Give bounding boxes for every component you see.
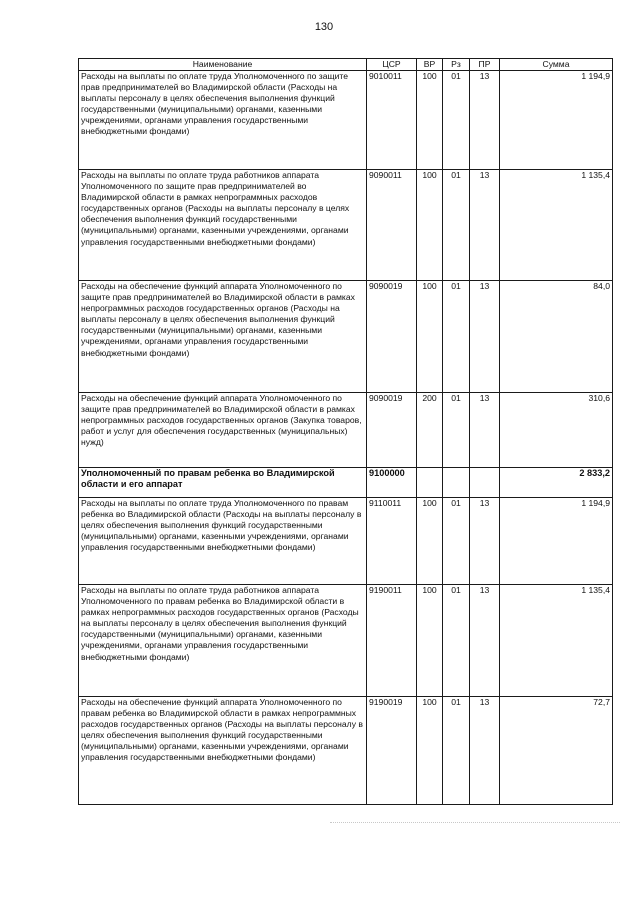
row-sum: 310,6 xyxy=(500,393,613,468)
table-row xyxy=(79,393,613,468)
row-pr: 13 xyxy=(470,585,500,697)
row-pr: 13 xyxy=(470,170,500,281)
row-rz: 01 xyxy=(443,281,470,393)
row-vr: 200 xyxy=(417,393,443,468)
row-vr xyxy=(417,468,443,498)
row-csr: 9010011 xyxy=(367,71,417,170)
header-name: Наименование xyxy=(79,59,367,71)
row-vr: 100 xyxy=(417,281,443,393)
table-header-row xyxy=(79,59,613,71)
row-pr: 13 xyxy=(470,393,500,468)
row-rz xyxy=(443,468,470,498)
row-name: Уполномоченный по правам ребенка во Владимирской области и его аппарат xyxy=(79,468,367,498)
table-row xyxy=(79,498,613,585)
row-name: Расходы на выплаты по оплате труда работников аппарата Уполномоченного по защите прав предпринимателей во Владимирской области в рамках непрограммных расходов государственных органов (Расходы на выплаты персоналу в целях обеспечения выполнения функций государственными (муниципальными) органами, казенными учреждениями, органами управления государственными внебюджетными фондами) xyxy=(79,170,367,281)
table-row xyxy=(79,71,613,170)
row-csr: 9090019 xyxy=(367,393,417,468)
page-number: 130 xyxy=(314,21,334,33)
row-name: Расходы на выплаты по оплате труда работников аппарата Уполномоченного по правам ребенка во Владимирской области в рамках непрограммных расходов государственных органов (Расходы на выплаты персоналу в целях обеспечения выполнения функций государственными (муниципальными) органами, казенными учреждениями, органами управления государственными внебюджетными фондами) xyxy=(79,585,367,697)
table-row xyxy=(79,585,613,697)
row-name: Расходы на выплаты по оплате труда Уполномоченного по правам ребенка во Владимирской области (Расходы на выплаты персоналу в целях обеспечения выполнения функций государственными (муниципальными) органами, казенными учреждениями, органами управления государственными внебюджетными фондами) xyxy=(79,498,367,585)
table-row xyxy=(79,170,613,281)
row-pr xyxy=(470,468,500,498)
row-sum: 1 135,4 xyxy=(500,585,613,697)
budget-table xyxy=(78,58,613,805)
row-vr: 100 xyxy=(417,170,443,281)
row-name: Расходы на выплаты по оплате труда Уполномоченного по защите прав предпринимателей во Владимирской области (Расходы на выплаты персоналу в целях обеспечения выполнения функций государственными (муниципальными) органами, казенными учреждениями, органами управления государственными внебюджетными фондами) xyxy=(79,71,367,170)
row-name: Расходы на обеспечение функций аппарата Уполномоченного по правам ребенка во Владимирской области в рамках непрограммных расходов государственных органов (Расходы на выплаты персоналу в целях обеспечения выполнения функций государственными (муниципальными) органами, казенными учреждениями, органами управления государственными внебюджетными фондами) xyxy=(79,697,367,805)
row-pr: 13 xyxy=(470,71,500,170)
row-rz: 01 xyxy=(443,393,470,468)
header-sum: Сумма xyxy=(500,59,613,71)
header-vr: ВР xyxy=(417,59,443,71)
row-sum: 1 194,9 xyxy=(500,71,613,170)
row-pr: 13 xyxy=(470,498,500,585)
row-csr: 9190011 xyxy=(367,585,417,697)
row-sum: 2 833,2 xyxy=(500,468,613,498)
row-pr: 13 xyxy=(470,281,500,393)
row-rz: 01 xyxy=(443,498,470,585)
row-name: Расходы на обеспечение функций аппарата Уполномоченного по защите прав предпринимателей во Владимирской области в рамках непрограммных расходов государственных органов (Закупка товаров, работ и услуг для обеспечения государственных (муниципальных) нужд) xyxy=(79,393,367,468)
row-csr: 9090011 xyxy=(367,170,417,281)
header-csr: ЦСР xyxy=(367,59,417,71)
row-rz: 01 xyxy=(443,585,470,697)
row-vr: 100 xyxy=(417,697,443,805)
row-rz: 01 xyxy=(443,170,470,281)
table-row-section xyxy=(79,468,613,498)
row-vr: 100 xyxy=(417,71,443,170)
header-rz: Рз xyxy=(443,59,470,71)
row-csr: 9190019 xyxy=(367,697,417,805)
row-csr: 9090019 xyxy=(367,281,417,393)
row-vr: 100 xyxy=(417,498,443,585)
row-rz: 01 xyxy=(443,697,470,805)
row-pr: 13 xyxy=(470,697,500,805)
table-row xyxy=(79,697,613,805)
row-rz: 01 xyxy=(443,71,470,170)
row-csr: 9100000 xyxy=(367,468,417,498)
row-sum: 1 194,9 xyxy=(500,498,613,585)
scan-artifact-line xyxy=(330,822,620,823)
row-name: Расходы на обеспечение функций аппарата Уполномоченного по защите прав предпринимателей во Владимирской области в рамках непрограммных расходов государственных органов (Расходы на выплаты персоналу в целях обеспечения выполнения функций государственными (муниципальными) органами, казенными учреждениями, органами управления государственными внебюджетными фондами) xyxy=(79,281,367,393)
row-sum: 1 135,4 xyxy=(500,170,613,281)
row-sum: 72,7 xyxy=(500,697,613,805)
table-row xyxy=(79,281,613,393)
row-vr: 100 xyxy=(417,585,443,697)
row-sum: 84,0 xyxy=(500,281,613,393)
row-csr: 9110011 xyxy=(367,498,417,585)
header-pr: ПР xyxy=(470,59,500,71)
